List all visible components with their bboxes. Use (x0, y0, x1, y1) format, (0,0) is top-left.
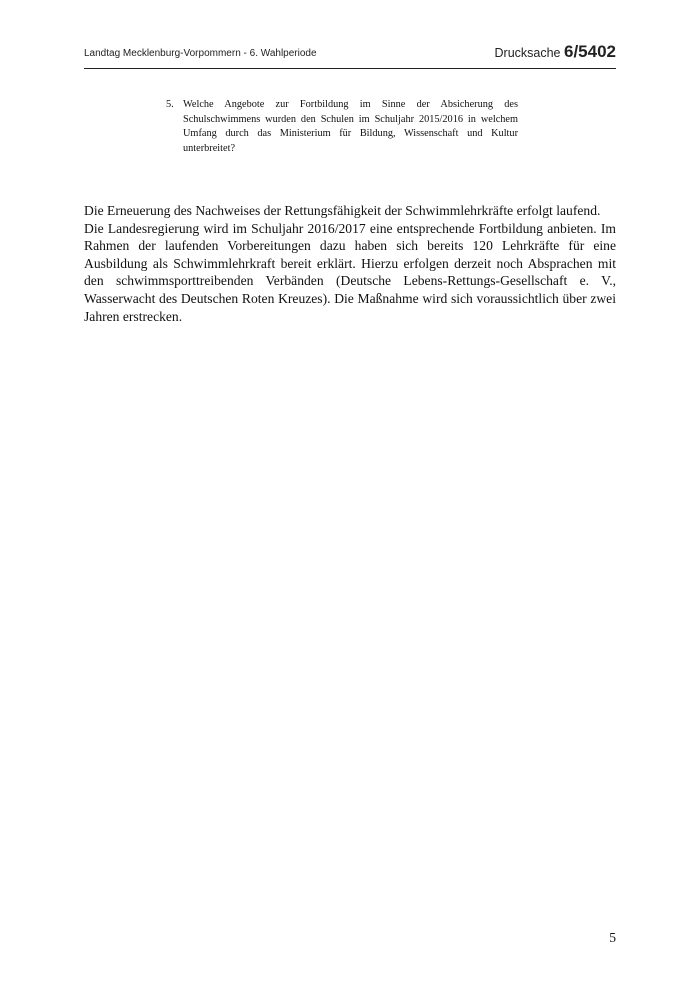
answer-paragraph-1: Die Erneuerung des Nachweises der Rettungsfähigkeit der Schwimmlehrkräfte erfolgt laufend. (84, 203, 601, 218)
question-block (166, 98, 518, 156)
header-parliament-title: Landtag Mecklenburg-Vorpommern - 6. Wahlperiode (84, 48, 317, 59)
page-number: 5 (609, 930, 616, 945)
question-text: Welche Angebote zur Fortbildung im Sinne der Absicherung des Schulschwimmens wurden den Schulen im Schuljahr 2015/2016 in welchem Umfang durch das Ministerium für Bildung, Wissenschaft und Kultur unterbreitet? (183, 99, 518, 154)
header-document-label: Drucksache (494, 46, 564, 60)
question-number: 5. (166, 99, 174, 110)
answer-paragraph-2: Die Landesregierung wird im Schuljahr 2016/2017 eine entsprechende Fortbildung anbieten. Im Rahmen der laufenden Vorbereitungen dazu haben sich bereits 120 Lehrkräfte für eine Ausbildung als Schwimmlehrkraft bereit erklärt. Hierzu erfolgen derzeit noch Absprachen mit den schwimmsporttreibenden Verbänden (Deutsche Lebens-Rettungs-Gesellschaft e. V., Wasserwacht des Deutschen Roten Kreuzes). Die Maßnahme wird sich voraussichtlich über zwei Jahren erstrecken. (84, 220, 616, 324)
answer-block (84, 202, 616, 325)
header-document-id (495, 42, 616, 62)
header-document-number: 6/5402 (564, 42, 616, 61)
header-divider (84, 68, 616, 69)
